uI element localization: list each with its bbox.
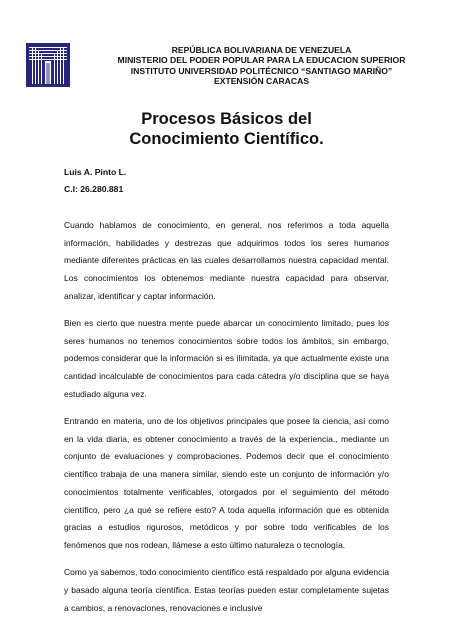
header-line-ministry: MINISTERIO DEL PODER POPULAR PARA LA EDUCACION SUPERIOR: [117, 55, 406, 66]
paragraph: Bien es cierto que nuestra mente puede abarcar un conocimiento limitado, pues los seres humanos no tenemos conocimientos sobre todos los ámbitos, sin embargo, podemos considerar que la información si es ilimitada, ya que actualmente existe una cantidad incalculable de conocimientos para cada cátedra y/o disciplina que se haya estudiado alguna vez.: [64, 318, 389, 399]
paragraph: Cuando hablamos de conocimiento, en general, nos referimos a toda aquella información, habilidades y destrezas que adquirimos todos los seres humanos mediante diferentes prácticas en las cuales desarrollamos nuestra capacidad mental. Los conocimientos los obtenemos mediante nuestra capacidad para observar, analizar, identificar y captar información.: [64, 220, 389, 301]
institution-logo: [26, 43, 70, 87]
author-id: C.I: 26.280.881: [64, 184, 124, 194]
document-body: [64, 217, 389, 627]
header-line-institute: INSTITUTO UNIVERSIDAD POLITÉCNICO “SANTIAGO MARIÑO”: [130, 65, 393, 76]
institution-header: [70, 45, 453, 87]
author-name: Luis A. Pinto L.: [64, 167, 127, 177]
paragraph: Entrando en materia, uno de los objetivos principales que posee la ciencia, así como en la vida diaria, es obtener conocimiento a través de la experiencia., mediante un conjunto de evaluaciones y comprobaciones. Podemos decir que el conocimiento científico trabaja de una manera similar, siendo este un conjunto de información y/o conocimientos totalmente verificables, otorgados por el seguimiento del método científico, pero ¿a qué se refiere esto? A toda aquella información que es obtenida gracias a estudios rigurosos, metódicos y por sobre todo verificables de los fenómenos que nos rodean, llámese a esto último naturaleza o tecnología.: [64, 416, 389, 550]
header-line-extension: EXTENSIÓN CARACAS: [213, 76, 310, 87]
title-line-1: Procesos Básicos del: [141, 110, 312, 128]
paragraph: Como ya sabemos, todo conocimiento científico está respaldado por alguna evidencia y basado alguna teoría científica. Estas teorías pueden estar completamente sujetas a cambios, a renovaciones, renovaciones e inclusive: [64, 567, 389, 613]
document-title: [0, 109, 453, 149]
title-line-2: Conocimiento Científico.: [129, 130, 324, 148]
header-line-country: REPÚBLICA BOLIVARIANA DE VENEZUELA: [171, 45, 352, 55]
